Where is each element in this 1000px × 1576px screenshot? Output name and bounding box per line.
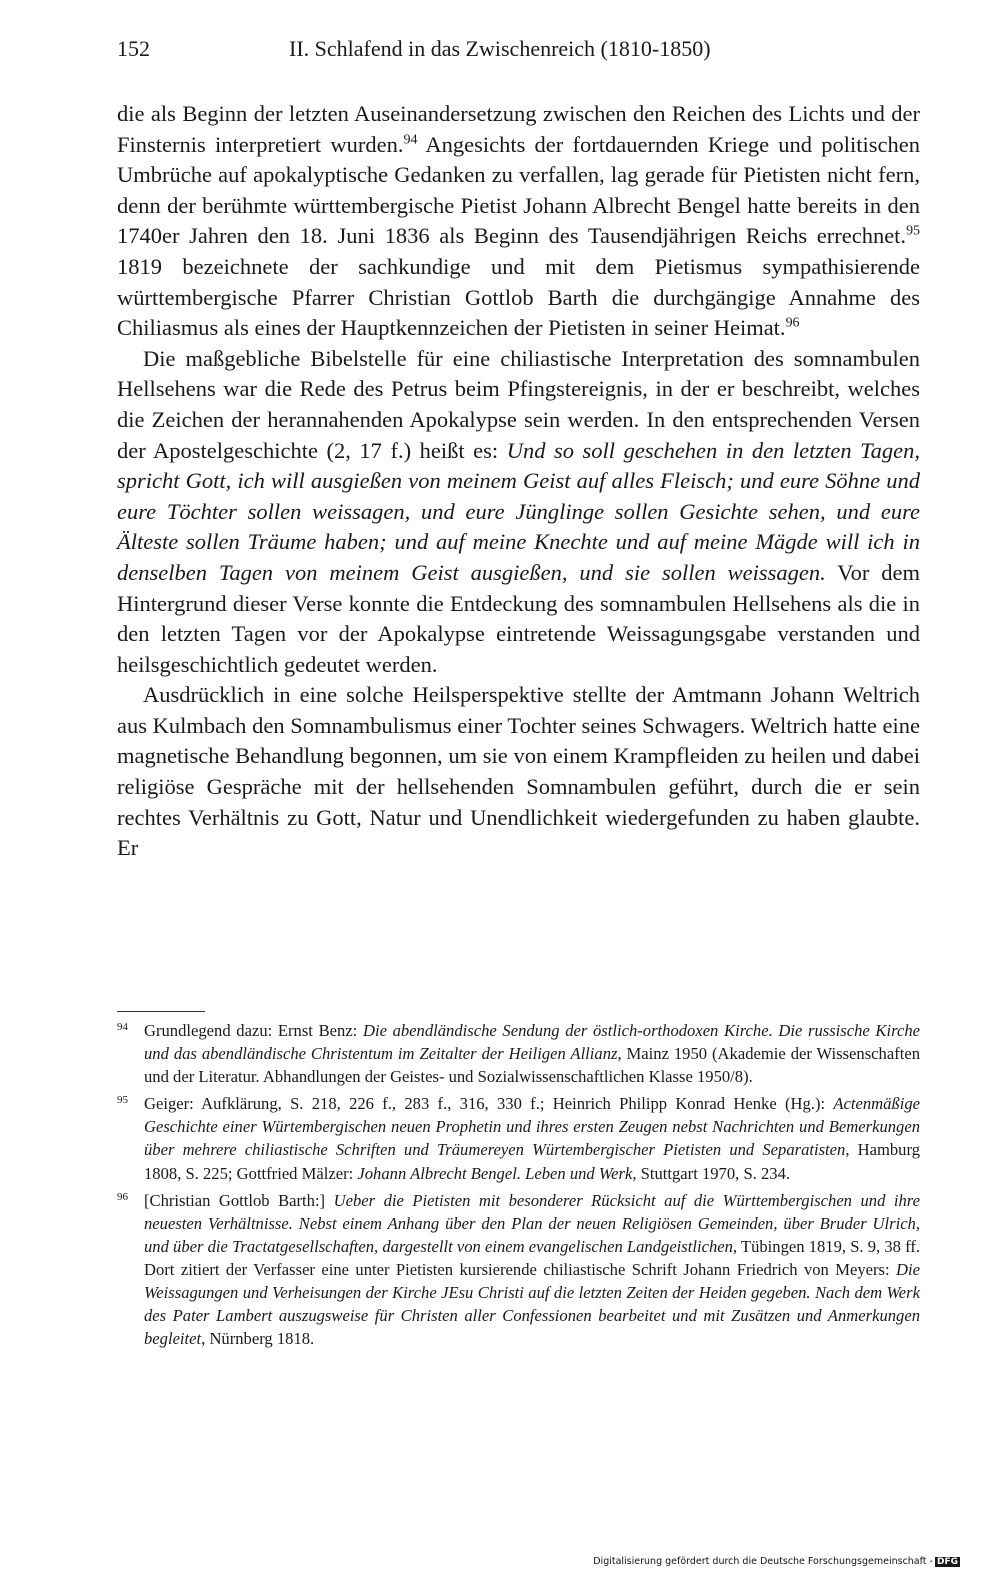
footer-text: Digitalisierung gefördert durch die Deutsche Forschungsgemeinschaft - <box>593 1556 933 1567</box>
footnote-95 <box>117 1092 920 1184</box>
footnote-number: 94 <box>117 1021 128 1033</box>
running-head <box>117 36 920 68</box>
chapter-title: II. Schlafend in das Zwischenreich (1810-1850) <box>289 36 711 61</box>
text-run: Grundlegend dazu: Ernst Benz: <box>144 1021 363 1040</box>
title-run: Die abendländische Sendung der östlich-orthodoxen Kirche. Die russische Kirche und das abendländische Christentum im Zeitalter der Heiligen Allianz <box>144 1021 920 1064</box>
text-run: Die maßgebliche Bibelstelle für eine chiliastische Interpretation des somnambulen Hellsehens war die Rede des Petrus beim Pfingstereignis, in der er beschreibt, welches die Zeichen der herannahenden Apokalypse sein werden. In den entsprechenden Versen der Apostelgeschichte (2, 17 f.) heißt es: <box>117 345 920 463</box>
text-run: Vor dem Hintergrund dieser Verse konnte die Entdeckung des somnambulen Hellsehens als die in den letzten Tagen vor der Apokalypse eintretende Weissagungsgabe verstanden und heilsgeschichtlich gedeutet werden. <box>117 559 920 677</box>
footnote-ref-94: 94 <box>403 132 418 148</box>
title-run: Ueber die Pietisten mit besonderer Rücksicht auf die Württembergischen und ihre neuesten Verhältnisse. Nebst einem Anhang über den Plan der neuen Religiösen Gemeinden, über Bruder Ulrich, und über die Tractatgesellschaften, dargestellt von einem evangelischen Landgeistlichen <box>144 1190 920 1256</box>
dfg-logo: DFG <box>936 1557 958 1567</box>
text-run: , Hamburg 1808, S. 225; Gottfried Mälzer: <box>144 1140 920 1183</box>
footnote-number: 95 <box>117 1094 128 1107</box>
text-run: 1819 bezeichnete der sachkundige und mit dem Pietismus sympathisierende württembergische Pfarrer Christian Gottlob Barth die durchgängige Annahme des Chiliasmus als eines der Hauptkennzeichen der Pietisten in seiner Heimat. <box>117 253 920 341</box>
bible-quote: Und so soll geschehen in den letzten Tagen, spricht Gott, ich will ausgießen von meinem Geist auf alles Fleisch; und eure Söhne und eure Töchter sollen weissagen, und eure Jünglinge sollen Gesichte sehen, und eure Älteste sollen Träume haben; und auf meine Knechte und auf meine Mägde will ich in denselben Tagen von meinem Geist ausgießen, und sie sollen weissagen. <box>117 437 920 585</box>
paragraph-1 <box>117 99 920 344</box>
title-run: Actenmäßige Geschichte einer Würtembergischen neuen Prophetin und ihres ersten Zeugen nebst Nachrichten und Bemerkungen über mehrere chiliastische Schriften und Träumereyen Würtembergischer Pietisten und Separatisten <box>144 1094 920 1160</box>
title-run: Johann Albrecht Bengel. Leben und Werk <box>357 1163 633 1183</box>
digitization-footer <box>593 1556 960 1567</box>
paragraph-3: Ausdrücklich in eine solche Heilsperspektive stellte der Amtmann Johann Weltrich aus Kulmbach den Somnambulismus einer Tochter seines Schwagers. Weltrich hatte eine magnetische Behandlung begonnen, um sie von einem Krampfleiden zu heilen und dabei religiöse Gespräche mit der hellsehenden Somnambulen geführt, durch die er sein rechtes Verhältnis zu Gott, Natur und Unendlichkeit wiedergefunden zu haben glaubte. Er <box>117 682 920 861</box>
text-run: , Nürnberg 1818. <box>201 1329 315 1349</box>
footnote-ref-95: 95 <box>906 223 920 239</box>
text-run: [Christian Gottlob Barth:] <box>144 1190 334 1210</box>
footnote-number: 96 <box>117 1190 128 1203</box>
text-run: die als Beginn der letzten Auseinandersetzung zwischen den Reichen des Lichts und der Finsternis interpretiert wurden. <box>117 101 920 157</box>
footnote-divider <box>117 1011 205 1012</box>
footnote-ref-96: 96 <box>785 315 800 331</box>
text-run: , Mainz 1950 (Akademie der Wissenschaften und der Literatur. Abhandlungen der Geistes- und Sozialwissenschaftlichen Klasse 1950/8). <box>144 1044 920 1087</box>
text-run: Geiger: Aufklärung, S. 218, 226 f., 283 f., 316, 330 f.; Heinrich Philipp Konrad Henke (Hg.): <box>144 1094 834 1114</box>
text-run: Angesichts der fortdauernden Kriege und politischen Umbrüche auf apokalyptische Gedanken zu verfallen, lag gerade für Pietisten nicht fern, denn der berühmte württembergische Pietist Johann Albrecht Bengel hatte bereits in den 1740er Jahren den 18. Juni 1836 als Beginn des Tausendjährigen Reichs errechnet. <box>117 131 920 249</box>
text-run: , Stuttgart 1970, S. 234. <box>632 1163 791 1183</box>
title-run: Die Weissagungen und Verheisungen der Kirche JEsu Christi auf die letzten Zeiten der Heiden gegeben. Nach dem Werk des Pater Lambert auszugsweise für Christen aller Confessionen bearbeitet und mit Zusätzen und Anmerkungen begleitet <box>144 1259 920 1349</box>
text-run: , Tübingen 1819, S. 9, 38 ff. Dort zitiert der Verfasser eine unter Pietisten kursierende chiliastische Schrift Johann Friedrich von Meyers: <box>144 1236 920 1279</box>
main-text <box>117 99 920 864</box>
footnote-94 <box>117 1019 920 1088</box>
footnote-96 <box>117 1189 920 1351</box>
paragraph-2 <box>117 344 920 681</box>
footnotes <box>117 1019 920 1354</box>
page-number: 152 <box>117 36 150 61</box>
